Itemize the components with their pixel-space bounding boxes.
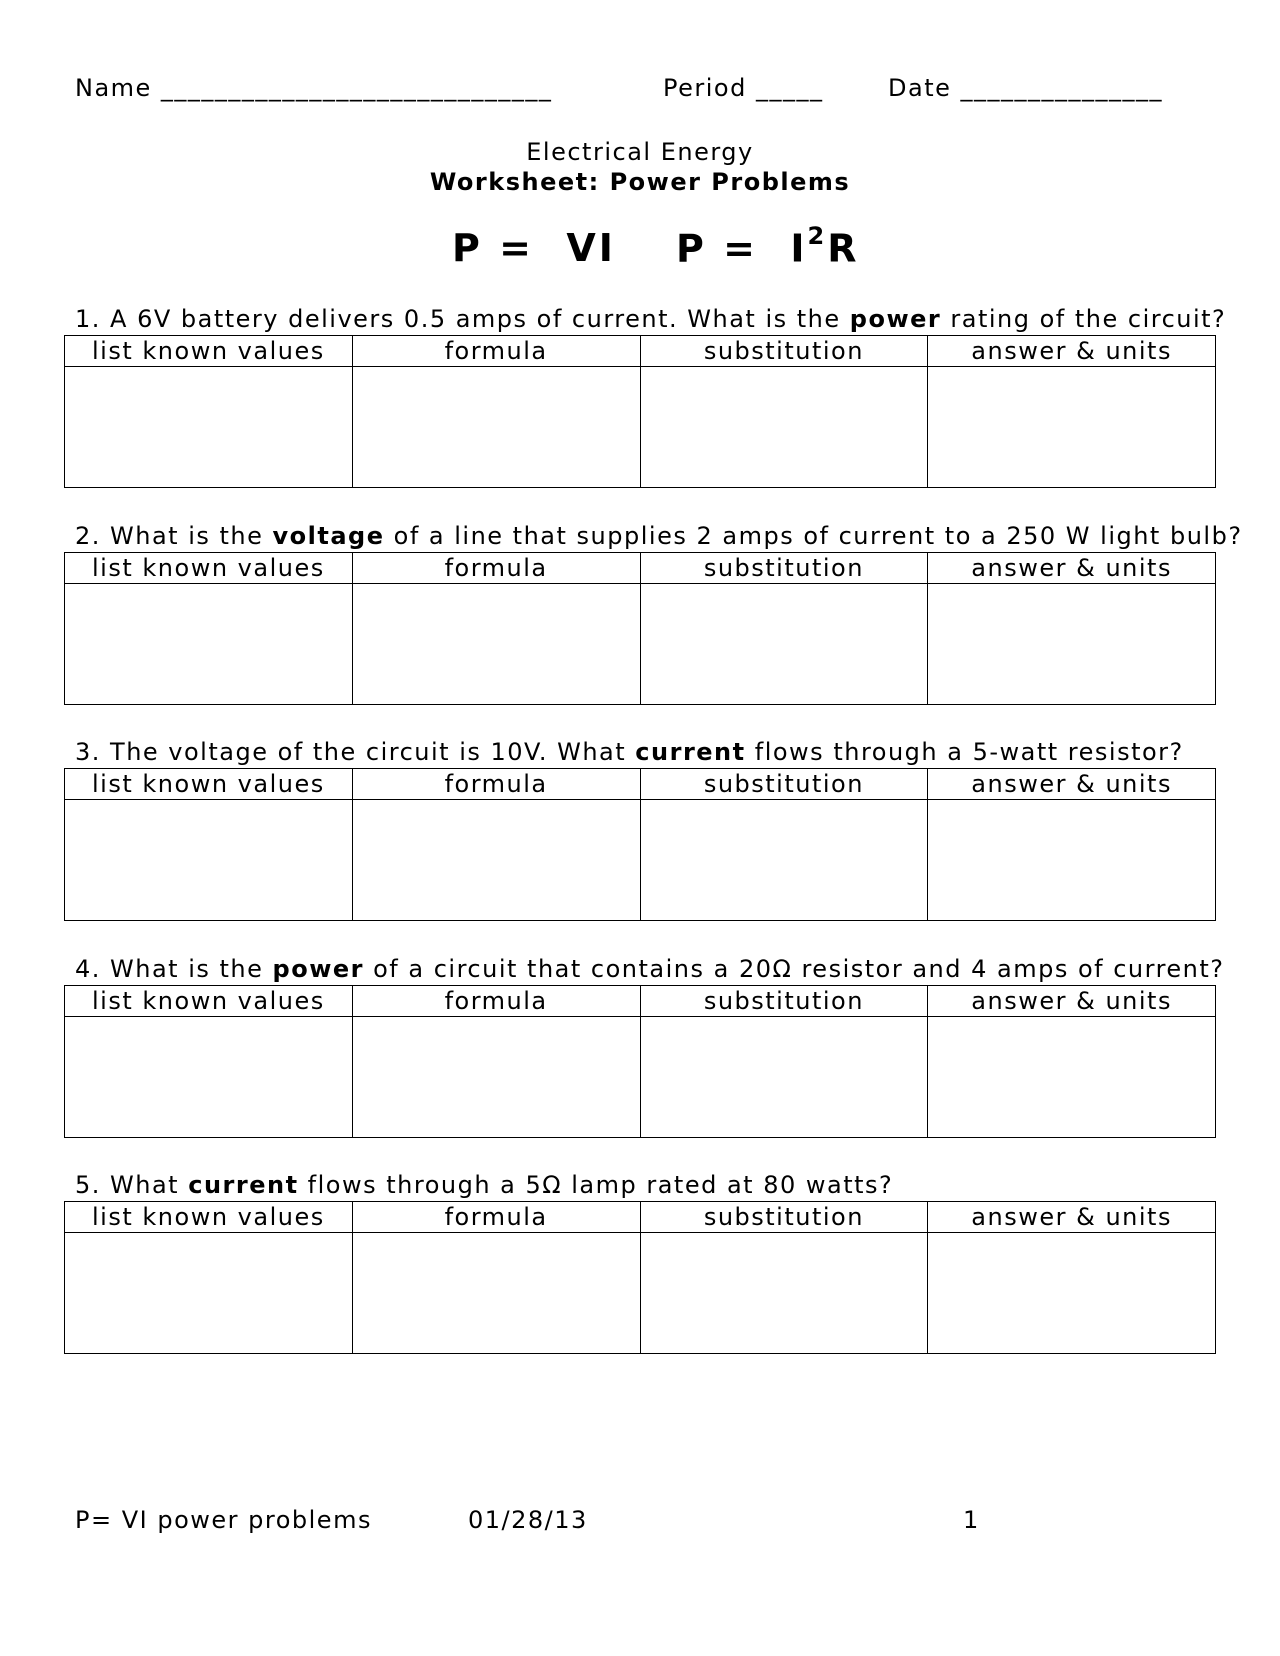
substitution-cell[interactable]	[640, 584, 928, 705]
header-formula: formula	[352, 769, 640, 800]
question-keyword: power	[272, 955, 364, 983]
header-answer-units: answer & units	[928, 553, 1216, 584]
question-text-pre: 5. What	[75, 1171, 189, 1199]
header-known-values: list known values	[65, 553, 353, 584]
header-known-values: list known values	[65, 1202, 353, 1233]
known-values-cell[interactable]	[65, 367, 353, 488]
answer-units-cell[interactable]	[928, 584, 1216, 705]
header-known-values: list known values	[65, 336, 353, 367]
question-text	[75, 522, 1243, 550]
answer-units-cell[interactable]	[928, 367, 1216, 488]
header-formula: formula	[352, 986, 640, 1017]
known-values-cell[interactable]	[65, 584, 353, 705]
header-formula: formula	[352, 336, 640, 367]
footer-page-number: 1	[963, 1506, 980, 1534]
question-text-pre: 2. What is the	[75, 522, 273, 550]
answer-table	[64, 335, 1216, 488]
answer-table	[64, 552, 1216, 705]
formula-cell[interactable]	[352, 367, 640, 488]
formula-2-exponent: 2	[807, 222, 828, 250]
formula-cell[interactable]	[352, 1233, 640, 1354]
answer-table	[64, 768, 1216, 921]
header-answer-units: answer & units	[928, 769, 1216, 800]
formula-cell[interactable]	[352, 1017, 640, 1138]
question-keyword: power	[849, 305, 942, 333]
answer-units-cell[interactable]	[928, 800, 1216, 921]
answer-table	[64, 985, 1216, 1138]
name-field: Name _____________________________	[75, 74, 553, 102]
header-substitution: substitution	[640, 1202, 928, 1233]
question-text	[75, 305, 1226, 333]
known-values-cell[interactable]	[65, 1233, 353, 1354]
date-field: Date _______________	[888, 74, 1163, 102]
header-substitution: substitution	[640, 769, 928, 800]
question-text-post: flows through a 5Ω lamp rated at 80 watts?	[298, 1171, 894, 1199]
question-text-pre: 1. A 6V battery delivers 0.5 amps of current. What is the	[75, 305, 850, 333]
formula-2-base: P = I	[676, 226, 808, 271]
substitution-cell[interactable]	[640, 1233, 928, 1354]
footer-title: P= VI power problems	[75, 1506, 372, 1534]
question-text-post: of a line that supplies 2 amps of current to a 250 W light bulb?	[384, 522, 1243, 550]
formula-2-tail: R	[827, 226, 860, 271]
question-text-pre: 4. What is the	[75, 955, 273, 983]
known-values-cell[interactable]	[65, 1017, 353, 1138]
question-text	[75, 738, 1184, 766]
formula-cell[interactable]	[352, 584, 640, 705]
question-text	[75, 955, 1225, 983]
formula-cell[interactable]	[352, 800, 640, 921]
header-answer-units: answer & units	[928, 986, 1216, 1017]
known-values-cell[interactable]	[65, 800, 353, 921]
answer-units-cell[interactable]	[928, 1233, 1216, 1354]
header-answer-units: answer & units	[928, 336, 1216, 367]
substitution-cell[interactable]	[640, 800, 928, 921]
header-answer-units: answer & units	[928, 1202, 1216, 1233]
answer-table	[64, 1201, 1216, 1354]
period-field: Period _____	[663, 74, 824, 102]
formula-p-equals-i-squared-r	[676, 222, 860, 271]
header-formula: formula	[352, 1202, 640, 1233]
student-info-line	[0, 74, 1280, 114]
header-known-values: list known values	[65, 986, 353, 1017]
question-text-post: of a circuit that contains a 20Ω resistor and 4 amps of current?	[363, 955, 1225, 983]
header-substitution: substitution	[640, 336, 928, 367]
header-known-values: list known values	[65, 769, 353, 800]
header-substitution: substitution	[640, 553, 928, 584]
subject-heading: Electrical Energy	[526, 138, 754, 166]
substitution-cell[interactable]	[640, 1017, 928, 1138]
question-text-post: flows through a 5-watt resistor?	[745, 738, 1184, 766]
question-keyword: voltage	[272, 522, 385, 550]
header-substitution: substitution	[640, 986, 928, 1017]
footer-date: 01/28/13	[468, 1506, 588, 1534]
question-text-post: rating of the circuit?	[941, 305, 1227, 333]
question-keyword: current	[188, 1171, 299, 1199]
header-formula: formula	[352, 553, 640, 584]
formula-p-equals-vi: P = VI	[452, 226, 616, 270]
answer-units-cell[interactable]	[928, 1017, 1216, 1138]
question-text-pre: 3. The voltage of the circuit is 10V. What	[75, 738, 636, 766]
substitution-cell[interactable]	[640, 367, 928, 488]
question-text	[75, 1171, 893, 1199]
worksheet-title: Worksheet: Power Problems	[429, 168, 851, 196]
question-keyword: current	[635, 738, 746, 766]
